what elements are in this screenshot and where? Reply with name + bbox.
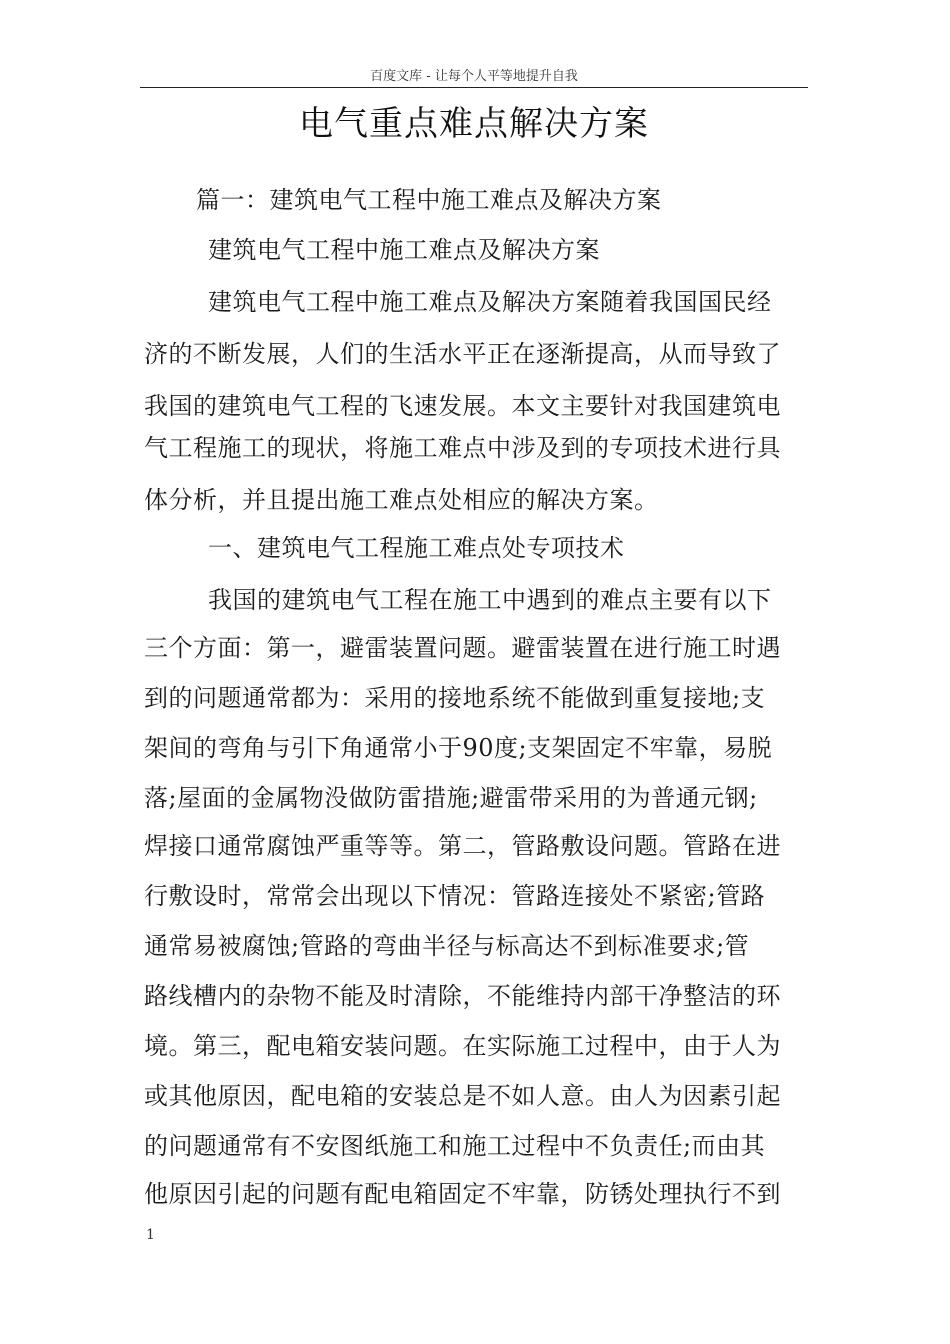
paragraph-line: 的问题通常有不安图纸施工和施工过程中不负责任;而由其	[144, 1132, 766, 1160]
paragraph-line: 或其他原因，配电箱的安装总是不如人意。由人为因素引起	[144, 1082, 781, 1110]
paragraph-line: 境。第三，配电箱安装问题。在实际施工过程中，由于人为	[144, 1032, 781, 1060]
paragraph-line: 通常易被腐蚀;管路的弯曲半径与标高达不到标准要求;管	[144, 932, 750, 960]
paragraph-line: 到的问题通常都为：采用的接地系统不能做到重复接地;支	[144, 684, 766, 712]
section-heading: 篇一：建筑电气工程中施工难点及解决方案	[196, 186, 662, 214]
document-title: 电气重点难点解决方案	[299, 104, 649, 144]
paragraph-line: 三个方面：第一，避雷装置问题。避雷装置在进行施工时遇	[144, 634, 781, 662]
paragraph-line: 气工程施工的现状，将施工难点中涉及到的专项技术进行具	[144, 434, 781, 462]
header-divider	[140, 87, 808, 88]
page-number: 1	[146, 1227, 155, 1243]
page-header: 百度文库 - 让每个人平等地提升自我	[370, 69, 578, 84]
paragraph-line: 我国的建筑电气工程在施工中遇到的难点主要有以下	[208, 586, 772, 614]
paragraph-line: 架间的弯角与引下角通常小于90度;支架固定不牢靠，易脱	[144, 734, 773, 762]
paragraph-line: 路线槽内的杂物不能及时清除，不能维持内部干净整洁的环	[144, 982, 781, 1010]
paragraph-line: 建筑电气工程中施工难点及解决方案随着我国国民经	[208, 288, 772, 316]
paragraph-line: 行敷设时，常常会出现以下情况：管路连接处不紧密;管路	[144, 882, 766, 910]
paragraph-line: 他原因引起的问题有配电箱固定不牢靠，防锈处理执行不到	[144, 1180, 781, 1208]
paragraph-line: 体分析，并且提出施工难点处相应的解决方案。	[144, 486, 659, 514]
subsection-heading: 建筑电气工程中施工难点及解决方案	[208, 236, 600, 264]
paragraph-line: 我国的建筑电气工程的飞速发展。本文主要针对我国建筑电	[144, 392, 781, 420]
paragraph-line: 济的不断发展，人们的生活水平正在逐渐提高，从而导致了	[144, 340, 781, 368]
subsection-heading: 一、建筑电气工程施工难点处专项技术	[208, 534, 625, 562]
paragraph-line: 焊接口通常腐蚀严重等等。第二，管路敷设问题。管路在进	[144, 832, 781, 860]
paragraph-line: 落;屋面的金属物没做防雷措施;避雷带采用的为普通元钢;	[144, 784, 758, 812]
